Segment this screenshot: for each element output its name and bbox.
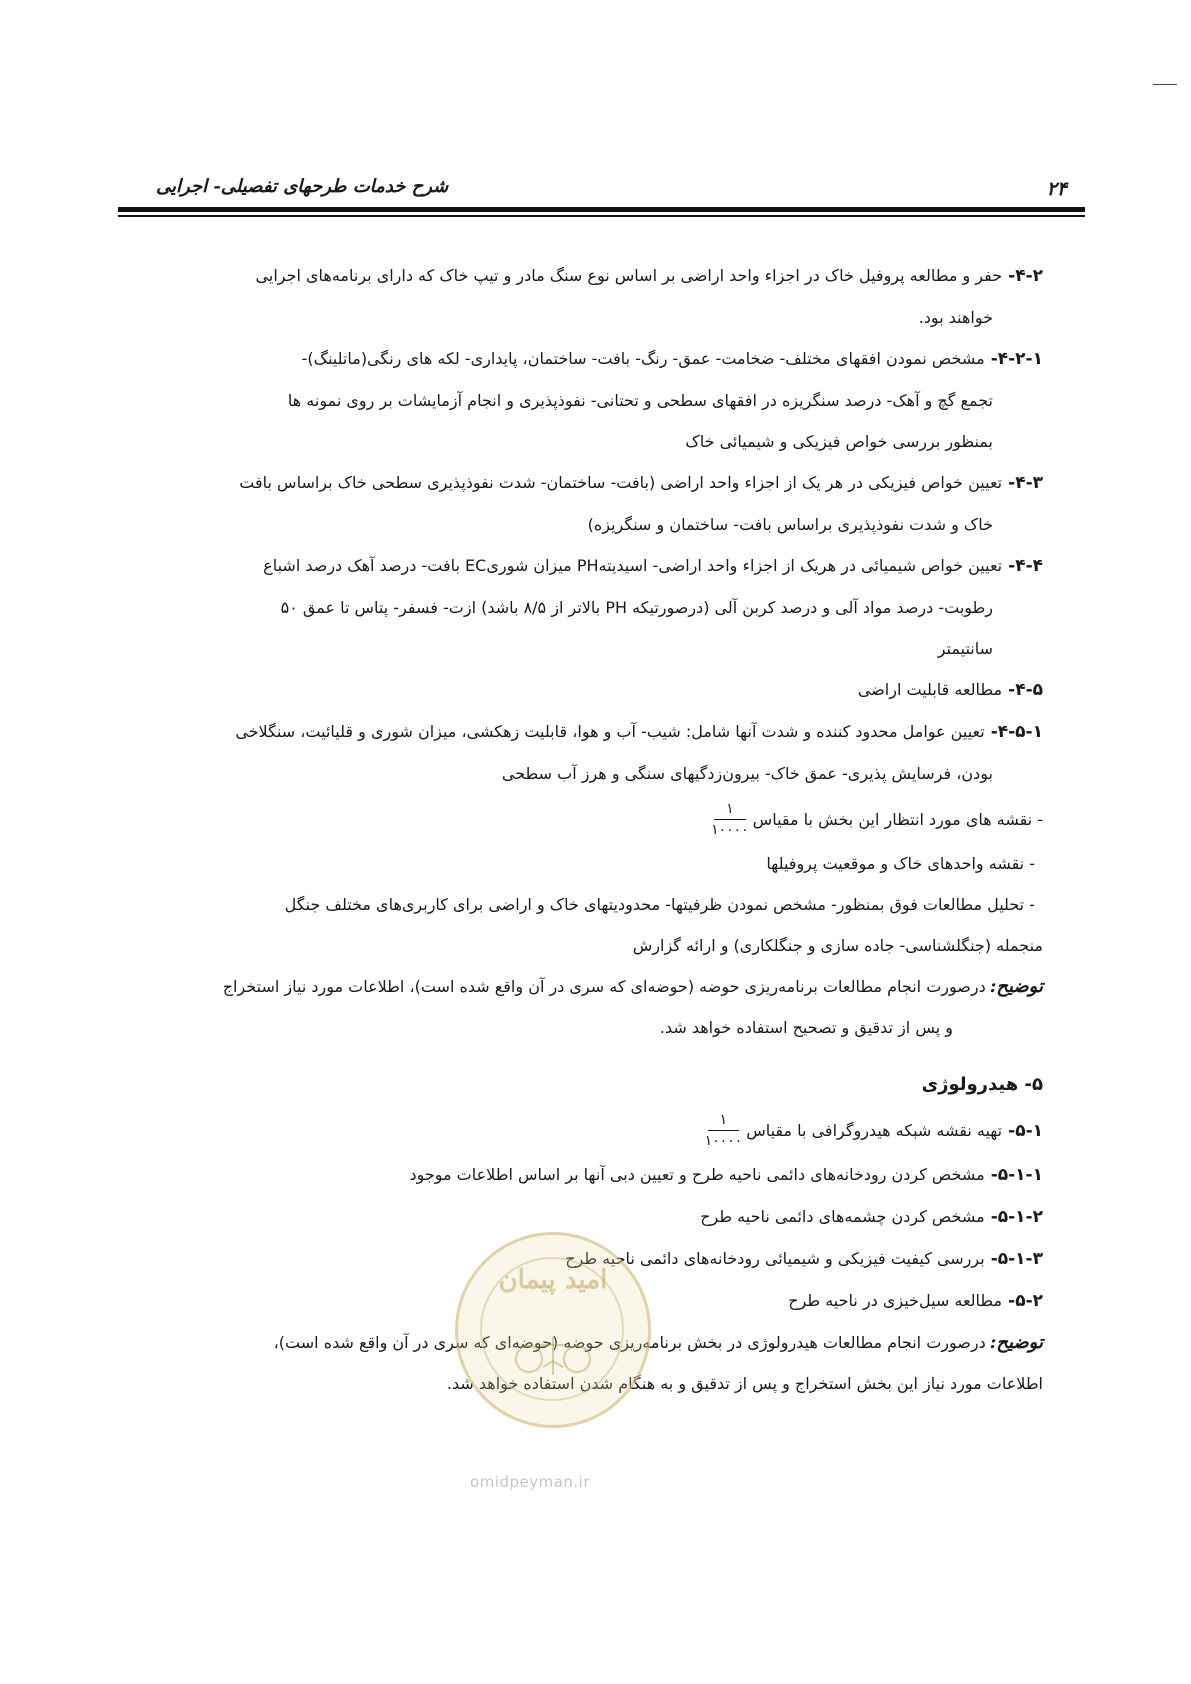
scale-fraction [705, 1111, 743, 1150]
entry-4-5 [112, 669, 1043, 711]
entry-4-3 [112, 462, 1043, 545]
entry-continuation: بودن، فرسایش پذیری- عمق خاک- بیرون‌زدگیهای سنگی و هرز آب سطحی [501, 764, 993, 783]
entry-number: ۵-۲- [1008, 1291, 1043, 1311]
bullet-text: - تحلیل مطالعات فوق بمنظور- مشخص نمودن ظرفیتها- محدودیتهای خاک و اراضی برای کاربری‌های مختلف جنگل [284, 895, 1035, 914]
page-number: ۲۴ [1046, 178, 1067, 200]
fraction-numerator: ۱ [714, 800, 746, 820]
section5-item-5-1-1 [112, 1154, 1043, 1196]
bullet-analysis [112, 884, 1043, 925]
entry-continuation: خواهند بود. [918, 308, 993, 327]
entry-number: ۴-۳- [1008, 473, 1043, 493]
note-label: توضیح: [989, 1332, 1043, 1353]
note-continuation: و پس از تدقیق و تصحیح استفاده خواهد شد. [659, 1018, 953, 1037]
page-header [118, 168, 1073, 202]
entry-text: تعیین خواص شیمیائی در هریک از اجزاء واحد اراضی- اسیدیتهPH میزان شوریEC بافت- درصد آهک درصد اشباع [263, 556, 1003, 575]
entry-continuation: تجمع گچ و آهک- درصد سنگریزه در افقهای سطحی و تحتانی- نفوذپذیری و انجام آزمایشات بر روی نمونه ها [287, 391, 993, 410]
entry-number: ۴-۴- [1008, 556, 1043, 576]
body-text [112, 255, 1043, 1404]
entry-text: بررسی کیفیت فیزیکی و شیمیائی رودخانه‌های دائمی ناحیه طرح [565, 1249, 985, 1268]
entry-continuation-2: بمنظور بررسی خواص فیزیکی و شیمیائی خاک [685, 432, 993, 451]
note-1 [112, 966, 1043, 1048]
note-continuation: اطلاعات مورد نیاز این بخش استخراج و پس از تدقیق و به هنگام شدن استفاده خواهد شد. [446, 1374, 1043, 1393]
bullet-text: - نقشه های مورد انتظار این بخش با مقیاس [752, 809, 1043, 829]
entry-number: ۵-۱-۳- [990, 1249, 1043, 1269]
scale-fraction [711, 800, 749, 839]
entry-4-4 [112, 545, 1043, 669]
entry-number: ۴-۲-۱- [990, 349, 1043, 369]
fraction-denominator: ۱۰۰۰۰ [711, 822, 749, 838]
header-rule-thin [118, 215, 1085, 217]
entry-4-2-1 [112, 338, 1043, 462]
section5-item-5-1-3 [112, 1238, 1043, 1280]
entry-text: مشخص کردن رودخانه‌های دائمی ناحیه طرح و تعیین دبی آنها بر اساس اطلاعات موجود [409, 1165, 985, 1184]
watermark-seal-text: امید پیمان [498, 1265, 608, 1295]
entry-4-2 [112, 255, 1043, 338]
entry-continuation: رطوبت- درصد مواد آلی و درصد کربن آلی (درصورتیکه PH بالاتر از ۸/۵ باشد) ازت- فسفر- پتاس تا عمق ۵۰ [280, 598, 993, 617]
running-title: شرح خدمات طرحهای تفصیلی- اجرایی [156, 176, 449, 197]
bullet-map-scale [112, 800, 1043, 839]
fraction-numerator: ۱ [708, 1111, 740, 1131]
entry-number: ۵-۱-۲- [990, 1207, 1043, 1227]
entry-4-5-1 [112, 711, 1043, 794]
note-label: توضیح: [989, 976, 1043, 997]
entry-continuation: خاک و شدت نفوذپذیری براساس بافت- ساختمان و سنگریزه) [587, 515, 993, 534]
bullet-analysis-continuation: منجمله (جنگلشناسی- جاده سازی و جنگلکاری) و ارائه گزارش [632, 936, 1043, 955]
entry-text: مطالعه سیل‌خیزی در ناحیه طرح [788, 1291, 1003, 1310]
entry-number: ۴-۲- [1008, 266, 1043, 286]
header-rule-thick [118, 207, 1085, 212]
note-2 [112, 1322, 1043, 1404]
section5-item-5-1 [112, 1111, 1043, 1150]
fraction-denominator: ۱۰۰۰۰ [704, 1133, 743, 1149]
entry-number: ۵-۱- [1008, 1120, 1043, 1141]
entry-number: ۴-۵-۱- [990, 722, 1043, 742]
entry-number: ۵-۱-۱- [990, 1165, 1043, 1185]
entry-text: حفر و مطالعه پروفیل خاک در اجزاء واحد اراضی بر اساس نوع سنگ مادر و تیپ خاک که دارای برنامه‌های اجرایی [255, 266, 1003, 285]
watermark-url: omidpeyman.ir [470, 1473, 591, 1491]
entry-text: مشخص کردن چشمه‌های دائمی ناحیه طرح [700, 1207, 985, 1226]
entry-text: تهیه نقشه شبکه هیدروگرافی با مقیاس [746, 1120, 1003, 1140]
section5-item-5-2 [112, 1280, 1043, 1322]
entry-continuation-2: سانتیمتر [937, 639, 993, 658]
entry-text: مطالعه قابلیت اراضی [857, 680, 1003, 699]
entry-text: مشخص نمودن افقهای مختلف- ضخامت- عمق- رنگ- بافت- ساختمان، پایداری- لکه های رنگی(ماتلینگ)- [301, 349, 985, 368]
entry-text: تعیین عوامل محدود کننده و شدت آنها شامل: شیب- آب و هوا، قابلیت زهکشی، میزان شوری و قلیائیت، سنگلاخی [235, 722, 985, 741]
corner-mark [1153, 84, 1177, 85]
section-heading-hydrology: ۵- هیدرولوژی [921, 1074, 1043, 1095]
note-text: درصورت انجام مطالعات برنامه‌ریزی حوضه (حوضه‌ای که سری در آن واقع شده است)، اطلاعات مورد نیاز استخراج [222, 977, 986, 996]
entry-text: تعیین خواص فیزیکی در هر یک از اجزاء واحد اراضی (بافت- ساختمان- شدت نفوذپذیری سطحی خاک براساس بافت [239, 473, 1003, 492]
bullet-soil-units: - نقشه واحدهای خاک و موقعیت پروفیلها [766, 854, 1035, 873]
entry-number: ۴-۵- [1008, 680, 1043, 700]
section5-item-5-1-2 [112, 1196, 1043, 1238]
note-text: درصورت انجام مطالعات هیدرولوژی در بخش برنامه‌ریزی حوضه (حوضه‌ای که سری در آن واقع شده است)، [273, 1333, 986, 1352]
